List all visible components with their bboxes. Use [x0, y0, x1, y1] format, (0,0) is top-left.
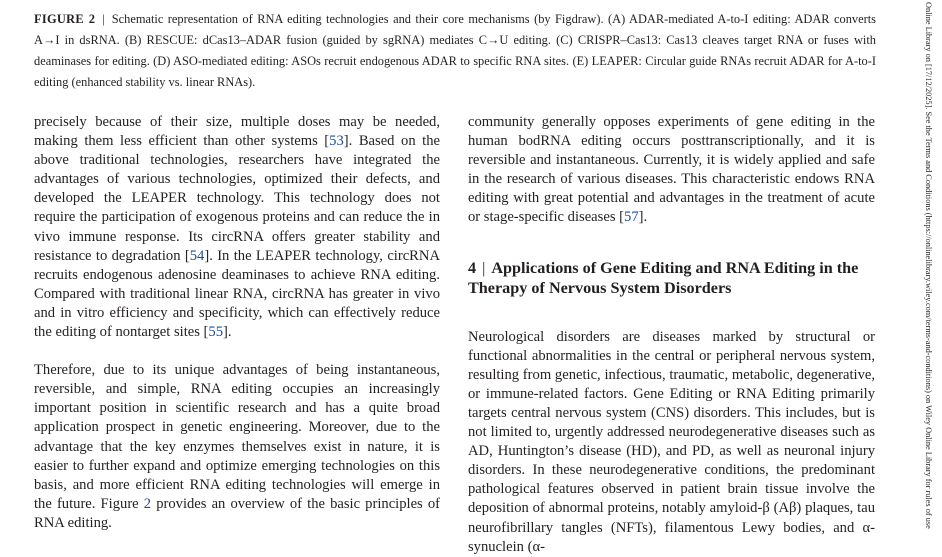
section-title: Applications of Gene Editing and RNA Editing in the Therapy of Nervous System Disorders	[468, 258, 859, 297]
paragraph-text: community generally opposes experiments of gene editing in the human bodRNA editing occurs posttranscriptionally, and it is reversible and instantaneous. Currently, it is widely applied and safe in the research of various diseases. This characteristic endows RNA editing with great potential and advantages in the treatment of acute or stage-specific diseases [	[468, 114, 875, 226]
section-separator: |	[482, 258, 486, 277]
side-notice-text: Online Library on [17/12/2025]. See the Terms and Conditions (https://onlinelibrary.wiley.com/terms-and-conditions) on Wiley Online Library for rules of use	[924, 2, 933, 529]
paragraph-text: Neurological disorders are diseases marked by structural or functional abnormalities in the central or peripheral nervous system, resulting from genetic, infectious, traumatic, metabolic, degenerative, or immune-related factors. Gene Editing or RNA Editing primarily targets central nervous system (CNS) disorders. This includes, but is not limited to, urgently addressed neurodegenerative diseases such as AD, Huntington’s disease (HD), and PD, as well as neuronal injury disorders. In these neurodegenerative conditions, the predominant pathological features observed in patient brain tissue involve the deposition of abnormal proteins, notably amyloid-β (Aβ) plaques, tau neurofibrillary tangles (NFTs), filamentous Lewy bodies, and α-synuclein (α-	[468, 328, 875, 555]
paragraph-text: ].	[223, 324, 232, 341]
paragraph-text: precisely because of their size, multiple doses may be needed, making them less efficient than other systems [	[34, 114, 440, 150]
figure-caption	[34, 9, 876, 93]
paragraph-neurological-disorders	[468, 328, 875, 557]
paragraph-text: Therefore, due to its unique advantages of being instantaneous, reversible, and simple, RNA editing occupies an increasingly important position in scientific research and has a quite broad application prospect in genetic engineering. Moreover, due to the advantage that the key enzymes themselves exist in nature, it is easier to further expand and optimize emerging technologies on this basis, and more efficient RNA editing technologies will emerge in the future. Figure	[34, 362, 440, 512]
reference-link[interactable]: 57	[624, 209, 639, 226]
figure-label: FIGURE 2	[34, 12, 96, 26]
reference-link[interactable]: 53	[329, 133, 344, 150]
paragraph-rna-editing-advantages	[34, 361, 440, 533]
figure-link[interactable]: 2	[143, 495, 152, 512]
paragraph-rna-editing-reversible	[468, 113, 875, 228]
side-notice	[918, 0, 940, 546]
right-column	[468, 113, 875, 557]
paragraph-leaper	[34, 113, 440, 342]
paragraph-text: ].	[638, 209, 648, 226]
section-number: 4	[468, 258, 477, 277]
paragraph-text: ]. Based on the above traditional technologies, researchers have integrated the advantages of various technologies, optimized their defects, and developed the LEAPER technology. This technology does not require the participation of exogenous proteins and can reduce the in vivo immune response. Its circRNA offers greater stability and resistance to degradation [	[34, 133, 440, 264]
paragraph-text: ]. In the LEAPER technology, circRNA recruits endogenous adenosine deaminases to achieve RNA editing. Compared with traditional linear RNA, circRNA has greater in vivo and in vitro efficiency and specificity, which can effectively reduce the editing of nontarget sites [	[34, 247, 440, 341]
reference-link[interactable]: 55	[208, 324, 224, 341]
reference-link[interactable]: 54	[189, 247, 205, 264]
caption-separator: |	[102, 12, 105, 26]
section-heading	[468, 258, 875, 298]
paragraph-text: provides an overview of the basic principles of RNA editing.	[34, 495, 441, 531]
left-column	[34, 113, 440, 533]
caption-text: Schematic representation of RNA editing technologies and their core mechanisms (by Figdraw). (A) ADAR-mediated A-to-I editing: ADAR converts A→I in dsRNA. (B) RESCUE: dCas13–ADAR fusion (guided by sgRNA) mediates C→U editing. (C) CRISPR–Cas13: Cas13 cleaves target RNA or fuses with deaminases for editing. (D) ASO-mediated editing: ASOs recruit endogenous ADAR to specific RNA sites. (E) LEAPER: Circular guide RNAs recruit ADAR for A-to-I editing (enhanced stability vs. linear RNAs).	[34, 12, 876, 89]
